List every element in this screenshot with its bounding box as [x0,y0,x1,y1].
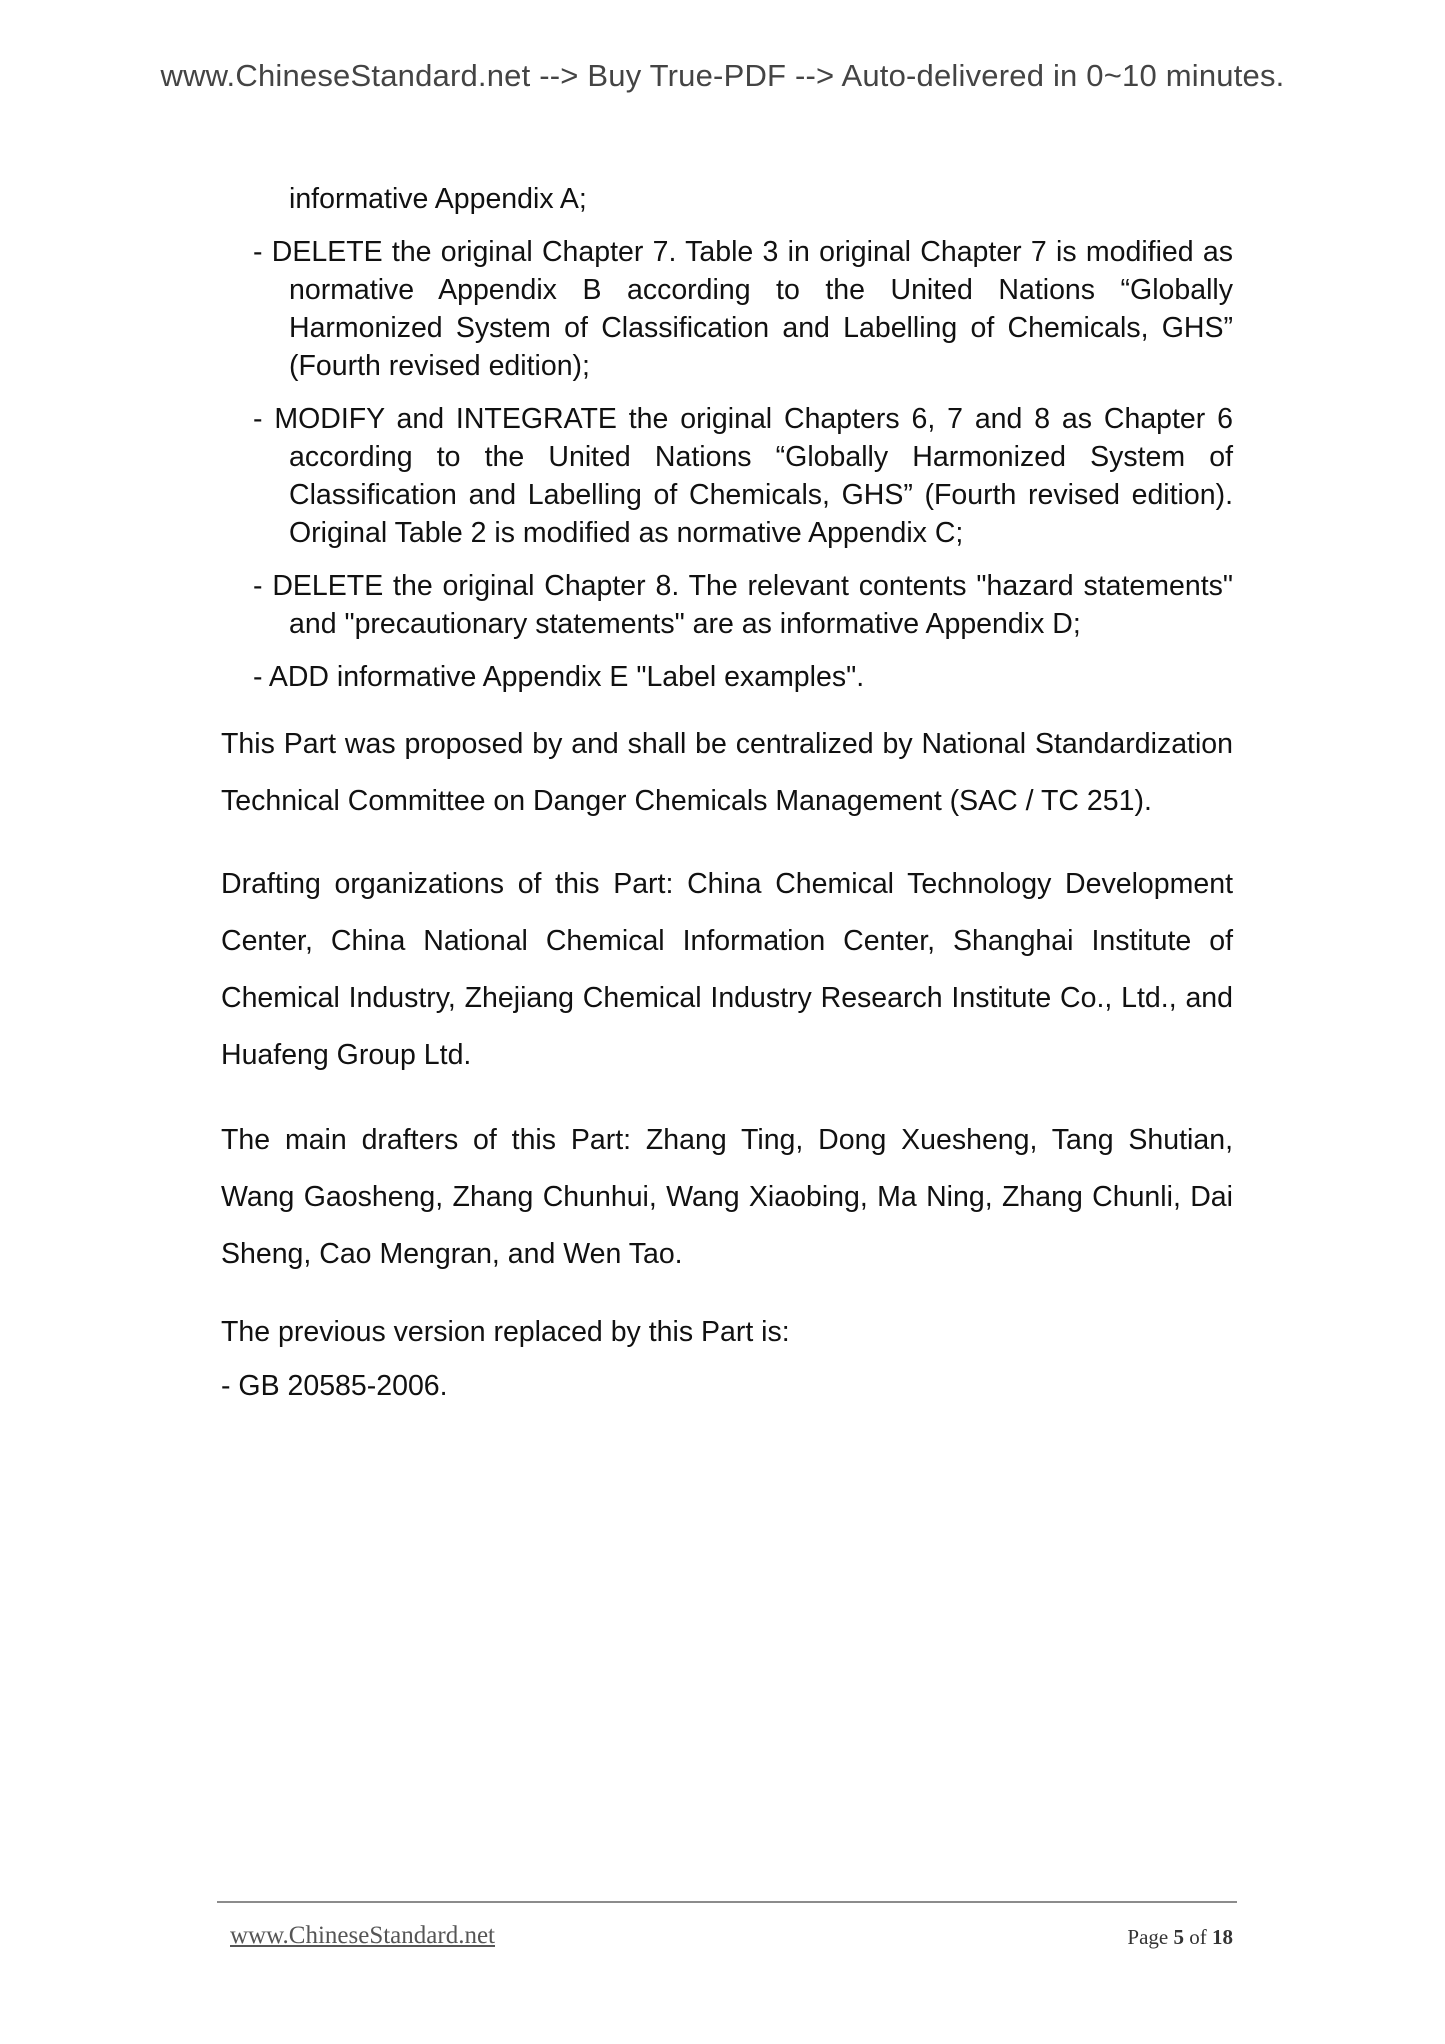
list-item: - MODIFY and INTEGRATE the original Chapters 6, 7 and 8 as Chapter 6 according to the United Nations “Globally Harmonized System of Classification and Labelling of Chemicals, GHS” (Fourth revised edition). Original Table 2 is modified as normative Appendix C; [253,403,1233,549]
page-current: 5 [1173,1925,1184,1949]
page-label: Page [1127,1925,1169,1949]
continuation-line: informative Appendix A; [289,183,587,215]
top-banner: www.ChineseStandard.net --> Buy True-PDF --> Auto-delivered in 0~10 minutes. [160,58,1285,93]
page-total: 18 [1212,1925,1233,1949]
proposed-by-paragraph: This Part was proposed by and shall be centralized by National Standardization Technical Committee on Danger Chemicals Management (SAC / TC 251). [221,728,1233,817]
document-body [221,180,1233,1407]
footer-divider [217,1901,1237,1903]
page-of: of [1189,1925,1207,1949]
footer-site-link[interactable]: www.ChineseStandard.net [230,1922,495,1949]
previous-version-intro: The previous version replaced by this Part is: [221,1316,790,1348]
change-list [253,180,1233,696]
previous-version-item: - GB 20585-2006. [221,1370,448,1402]
drafters-paragraph: The main drafters of this Part: Zhang Ting, Dong Xuesheng, Tang Shutian, Wang Gaosheng, Zhang Chunhui, Wang Xiaobing, Ma Ning, Zhang Chunli, Dai Sheng, Cao Mengran, and Wen Tao. [221,1124,1233,1270]
list-item: - DELETE the original Chapter 7. Table 3 in original Chapter 7 is modified as normative Appendix B according to the United Nations “Globally Harmonized System of Classification and Labelling of Chemicals, GHS” (Fourth revised edition); [253,236,1233,382]
page-number [1127,1925,1233,1950]
list-item: - ADD informative Appendix E "Label examples". [253,661,865,693]
drafting-organizations-paragraph: Drafting organizations of this Part: China Chemical Technology Development Center, China National Chemical Information Center, Shanghai Institute of Chemical Industry, Zhejiang Chemical Industry Research Institute Co., Ltd., and Huafeng Group Ltd. [221,868,1233,1071]
list-item: - DELETE the original Chapter 8. The relevant contents "hazard statements" and "precautionary statements" are as informative Appendix D; [253,570,1233,640]
